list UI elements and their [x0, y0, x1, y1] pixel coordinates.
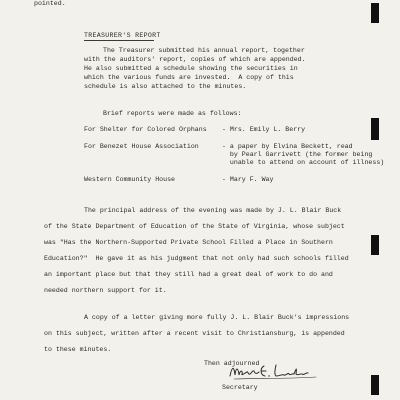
report-detail-orphans: - Mrs. Emily L. Berry [222, 126, 306, 133]
report-label-orphans: For Shelter for Colored Orphans [84, 126, 207, 133]
margin-mark-2 [371, 118, 379, 140]
address-line-3: was "Has the Northern-Supported Private School Filled a Place in Southern [44, 239, 333, 246]
margin-mark-3 [371, 235, 379, 255]
secretary-title: Secretary [222, 384, 258, 391]
top-fragment: pointed. [34, 0, 66, 7]
treasurer-line-1: The Treasurer submitted his annual report, together [103, 47, 305, 54]
address-line-2: of the State Department of Education of the State of Virginia, whose subject [44, 223, 345, 230]
address-line-6: needed northern support for it. [44, 287, 167, 294]
copy-line-2: on this subject, written after a recent visit to Christiansburg, is appended [44, 330, 345, 337]
handwritten-signature [226, 360, 326, 382]
report-label-benezet: For Benezet House Association [84, 143, 199, 150]
margin-mark-4 [371, 375, 379, 395]
treasurer-line-5: schedule is also attached to the minutes. [84, 83, 247, 90]
treasurer-line-4: which the various funds are invested. A copy of this [84, 74, 294, 81]
report-label-western: Western Community House [84, 176, 176, 183]
copy-line-3: to these minutes. [44, 346, 112, 353]
copy-line-1: A copy of a letter giving more fully J. L. Blair Buck's impressions [84, 314, 350, 321]
treasurer-heading: TREASURER'S REPORT [84, 32, 161, 39]
reports-intro: Brief reports were made as follows: [103, 110, 242, 117]
report-detail-benezet-3: unable to attend on account of illness) [222, 159, 385, 166]
report-detail-benezet-1: - a paper by Elvina Beckett, read [222, 143, 353, 150]
address-line-1: The principal address of the evening was made by J. L. Blair Buck [84, 207, 342, 214]
report-detail-benezet-2: by Pearl Garrivett (the former being [222, 151, 373, 158]
address-line-4: Education?" He gave it as his judgment that not only had such schools filled [44, 255, 349, 262]
treasurer-heading-underline [84, 40, 154, 41]
treasurer-line-3: He also submitted a schedule showing the securities in [84, 65, 298, 72]
treasurer-line-2: with the auditors' report, copies of which are appended. [84, 56, 306, 63]
adjourned-text: Then adjourned [204, 360, 260, 367]
address-line-5: an important place but that they still had a great deal of work to do and [44, 271, 333, 278]
report-detail-western: - Mary F. Way [222, 176, 274, 183]
margin-mark-1 [371, 3, 379, 23]
